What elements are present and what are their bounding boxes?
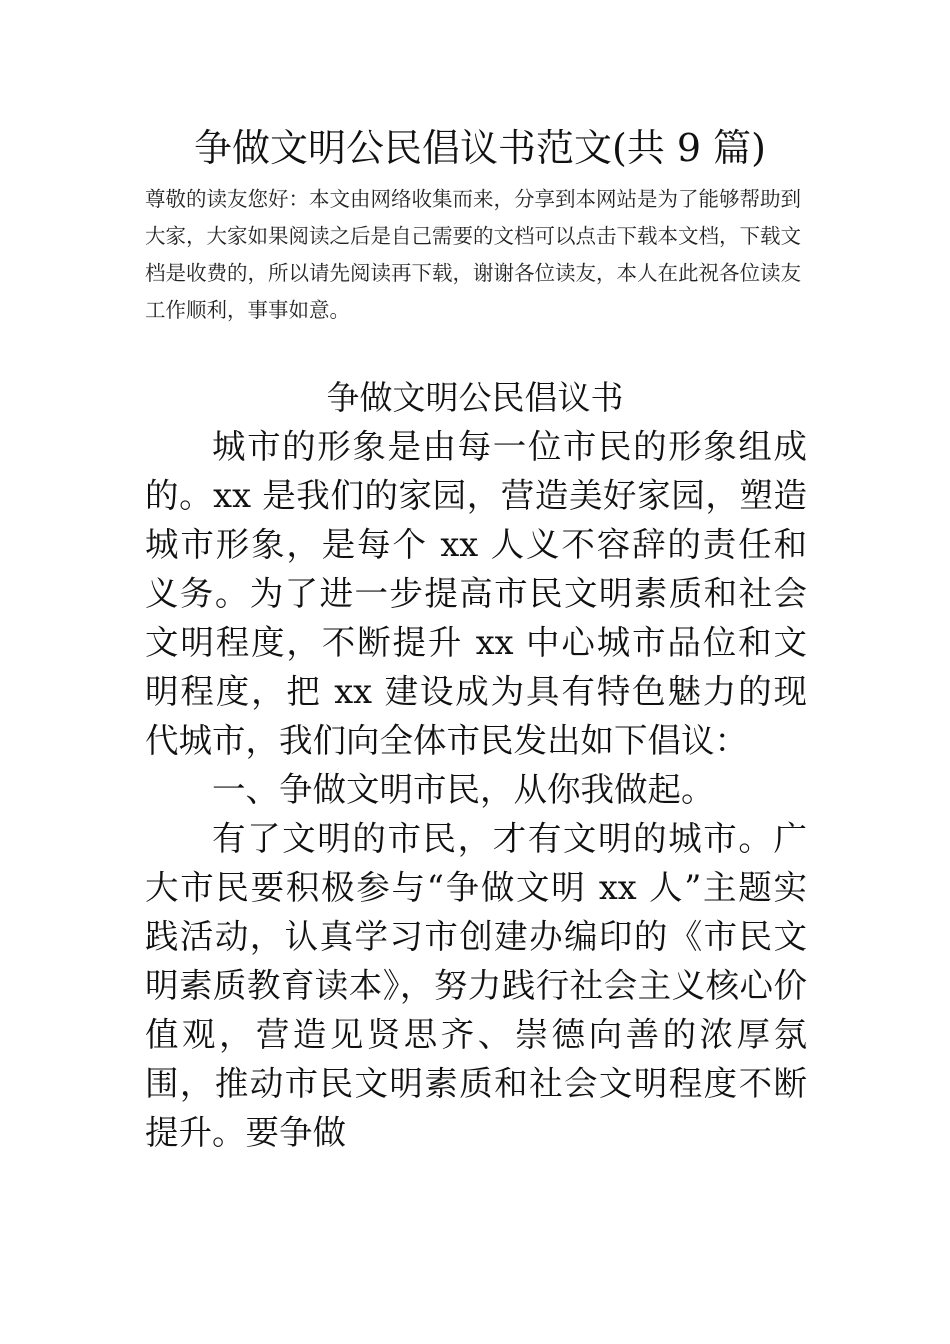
paragraph-heading-one: 一、争做文明市民，从你我做起。 [212, 770, 715, 809]
paragraph-intro: 城市的形象是由每一位市民的形象组成的。xx 是我们的家园，营造美好家园，塑造城市形象，是每个 xx 人义不容辞的责任和义务。为了进一步提高市民文明素质和社会文明程度，不断提升 xx 中心城市品位和文明程度，把 xx 建设成为具有特色魅力的现代城市，我们向全体市民发出如下倡议： [145, 427, 807, 760]
paragraph-civilized-citizens: 有了文明的市民，才有文明的城市。广大市民要积极参与“争做文明 xx 人”主题实践活动，认真学习市创建办编印的《市民文明素质教育读本》，努力践行社会主义核心价值观，营造见贤思齐、崇德向善的浓厚氛围，推动市民文明素质和社会文明程度不断提升。要争做 [145, 819, 807, 1152]
body-text [145, 422, 807, 1157]
document-title: 争做文明公民倡议书范文(共 9 篇) [194, 126, 766, 170]
section-title: 争做文明公民倡议书 [326, 378, 624, 417]
reader-notice: 尊敬的读友您好：本文由网络收集而来，分享到本网站是为了能够帮助到大家，大家如果阅读之后是自己需要的文档可以点击下载本文档，下载文档是收费的，所以请先阅读再下载，谢谢各位读友，本人在此祝各位读友工作顺利，事事如意。 [145, 187, 801, 322]
